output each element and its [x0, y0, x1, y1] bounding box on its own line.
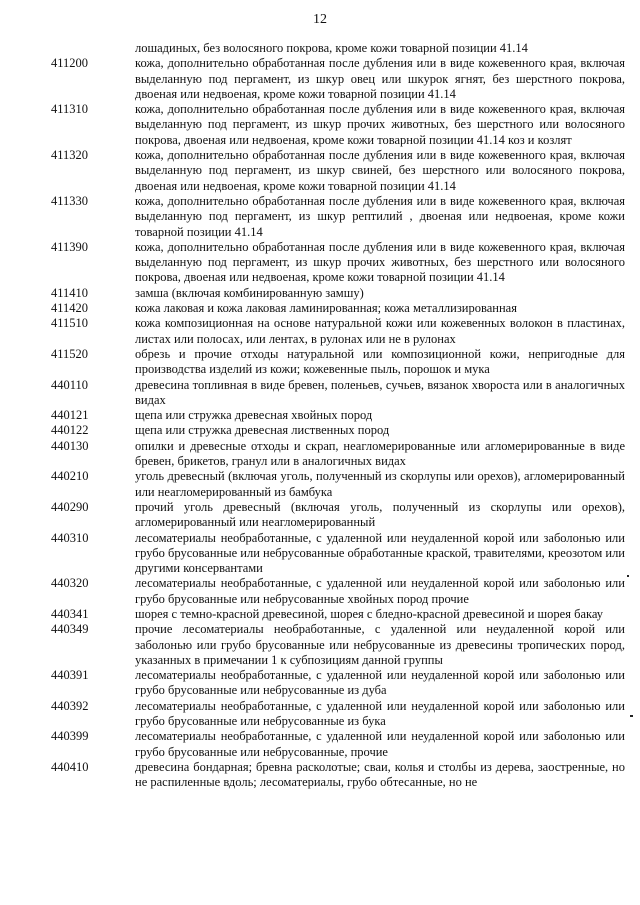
entry-description: опилки и древесные отходы и скрап, неагломерированные или агломерированные в виде бревен, брикетов, гранул или в аналогичных видах: [135, 438, 625, 469]
entry-description: обрезь и прочие отходы натуральной или композиционной кожи, непригодные для производства изделий из кожи; кожевенные пыль, порошок и мука: [135, 346, 625, 377]
code-entry: [0, 607, 640, 622]
code-entry: [0, 469, 640, 500]
entry-description: щепа или стружка древесная лиственных пород: [135, 423, 390, 438]
entry-description: кожа, дополнительно обработанная после дубления или в виде кожевенного края, включая выделанную под пергамент, из шкур прочих животных, без шерстного или волосяного покрова, двоеная или недвоеная, кроме кожи товарной позиции 41.14: [135, 239, 625, 285]
entry-description: лесоматериалы необработанные, с удаленной или неудаленной корой или заболонью или грубо брусованные или небрусованные обработанные краской, травителями, креозотом или другими консервантами: [135, 530, 625, 576]
entry-description: уголь древесный (включая уголь, полученный из скорлупы или орехов), агломерированный или неагломерированный из бамбука: [135, 469, 625, 499]
code-entry: [0, 378, 640, 409]
entry-code: 440391: [51, 668, 89, 683]
code-entry: [0, 439, 640, 470]
code-entry: [0, 699, 640, 730]
entry-description: древесина топливная в виде бревен, поленьев, сучьев, вязанок хвороста или в аналогичных видах: [135, 377, 625, 407]
entry-code: 440320: [51, 576, 89, 591]
code-entry: [0, 286, 640, 301]
code-entry: [0, 576, 640, 607]
entry-code: 440399: [51, 729, 89, 744]
code-entry: [0, 622, 640, 668]
entry-description: кожа лаковая и кожа лаковая ламинированная; кожа металлизированная: [135, 301, 517, 316]
entry-code: 440341: [51, 606, 89, 621]
code-entry: [0, 729, 640, 760]
entry-code: 440210: [51, 469, 89, 484]
entry-code: 440110: [51, 377, 89, 392]
entry-description: лесоматериалы необработанные, с удаленной или неудаленной корой или заболонью или грубо брусованные или небрусованные из дуба: [135, 668, 625, 698]
entry-code: 411420: [51, 301, 89, 316]
entry-code: 411200: [51, 56, 89, 71]
code-entry: [0, 347, 640, 378]
entry-description: щепа или стружка древесная хвойных пород: [135, 408, 373, 423]
entry-description: древесина бондарная; бревна расколотые; сваи, колья и столбы из дерева, заостренные, но не распиленные вдоль; лесоматериалы, грубо обтесанные, но не: [135, 759, 625, 790]
entry-code: 411320: [51, 148, 89, 163]
entry-description: замша (включая комбинированную замшу): [135, 285, 364, 300]
entry-description: кожа, дополнительно обработанная после дубления или в виде кожевенного края, включая выделанную под пергамент, из шкур прочих животных, без шерстного или волосяного покрова, двоеная или недвоеная, кроме кожи товарной позиции 41.14 коз и козлят: [135, 102, 625, 147]
entry-description: кожа композиционная на основе натуральной кожи или кожевенных волокон в пластинах, листах или полосах, или лентах, в рулонах или не в рулонах: [135, 316, 625, 346]
entry-description: кожа, дополнительно обработанная после дубления или в виде кожевенного края, включая выделанную под пергамент, из шкур овец или шкурок ягнят, без шерстного покрова, двоеная или недвоеная, кроме кожи товарной позиции 41.14: [135, 56, 625, 101]
entry-description: кожа, дополнительно обработанная после дубления или в виде кожевенного края, включая выделанную под пергамент, из шкур свиней, без шерстного или волосяного покрова, двоеная или недвоеная, кроме кожи товарной позиции 41.14: [135, 148, 625, 193]
code-entry: [0, 194, 640, 240]
entry-description: шорея с темно-красной древесиной, шорея с бледно-красной древесиной и шорея бакау: [135, 606, 604, 621]
code-entry: [0, 56, 640, 102]
entry-code: 411330: [51, 193, 89, 208]
entry-description: лесоматериалы необработанные, с удаленной или неудаленной корой или заболонью или грубо брусованные или небрусованные, прочие: [135, 729, 625, 759]
code-entry: [0, 316, 640, 347]
entry-code: 440290: [51, 499, 89, 514]
scan-mark: [627, 575, 629, 577]
entry-description: прочий уголь древесный (включая уголь, полученный из скорлупы или орехов), агломерированный или неагломерированный: [135, 499, 625, 530]
entry-code: 411510: [51, 316, 89, 331]
code-list: [0, 41, 640, 791]
entry-code: 440310: [51, 530, 89, 545]
code-entry: [0, 423, 640, 438]
scan-mark: [630, 715, 633, 717]
entry-code: 411310: [51, 102, 89, 117]
entry-description: лошадиных, без волосяного покрова, кроме кожи товарной позиции 41.14: [135, 41, 528, 55]
entry-code: 440122: [51, 423, 89, 438]
code-entry: [0, 41, 640, 56]
entry-code: 411520: [51, 346, 89, 361]
code-entry: [0, 148, 640, 194]
entry-description: прочие лесоматериалы необработанные, с удаленной или неудаленной корой или заболонью или грубо брусованные или небрусованные из древесины тропических пород, указанных в примечании 1 к субпозициям данной группы: [135, 622, 625, 667]
entry-code: 411390: [51, 239, 89, 254]
page-number: 12: [313, 12, 327, 27]
code-entry: [0, 102, 640, 148]
entry-code: 411410: [51, 285, 89, 300]
entry-code: 440349: [51, 622, 89, 637]
code-entry: [0, 301, 640, 316]
code-entry: [0, 500, 640, 531]
code-entry: [0, 531, 640, 577]
code-entry: [0, 760, 640, 791]
code-entry: [0, 668, 640, 699]
entry-code: 440410: [51, 759, 89, 774]
entry-description: кожа, дополнительно обработанная после дубления или в виде кожевенного края, включая выделанную под пергамент, из шкур рептилий , двоеная или недвоеная, кроме кожи товарной позиции 41.14: [135, 193, 625, 239]
code-entry: [0, 408, 640, 423]
entry-description: лесоматериалы необработанные, с удаленной или неудаленной корой или заболонью или грубо брусованные или небрусованные из бука: [135, 698, 625, 729]
entry-description: лесоматериалы необработанные, с удаленной или неудаленной корой или заболонью или грубо брусованные или небрусованные хвойных пород прочие: [135, 576, 625, 606]
code-entry: [0, 240, 640, 286]
entry-code: 440130: [51, 438, 89, 453]
entry-code: 440121: [51, 408, 89, 423]
entry-code: 440392: [51, 698, 89, 713]
